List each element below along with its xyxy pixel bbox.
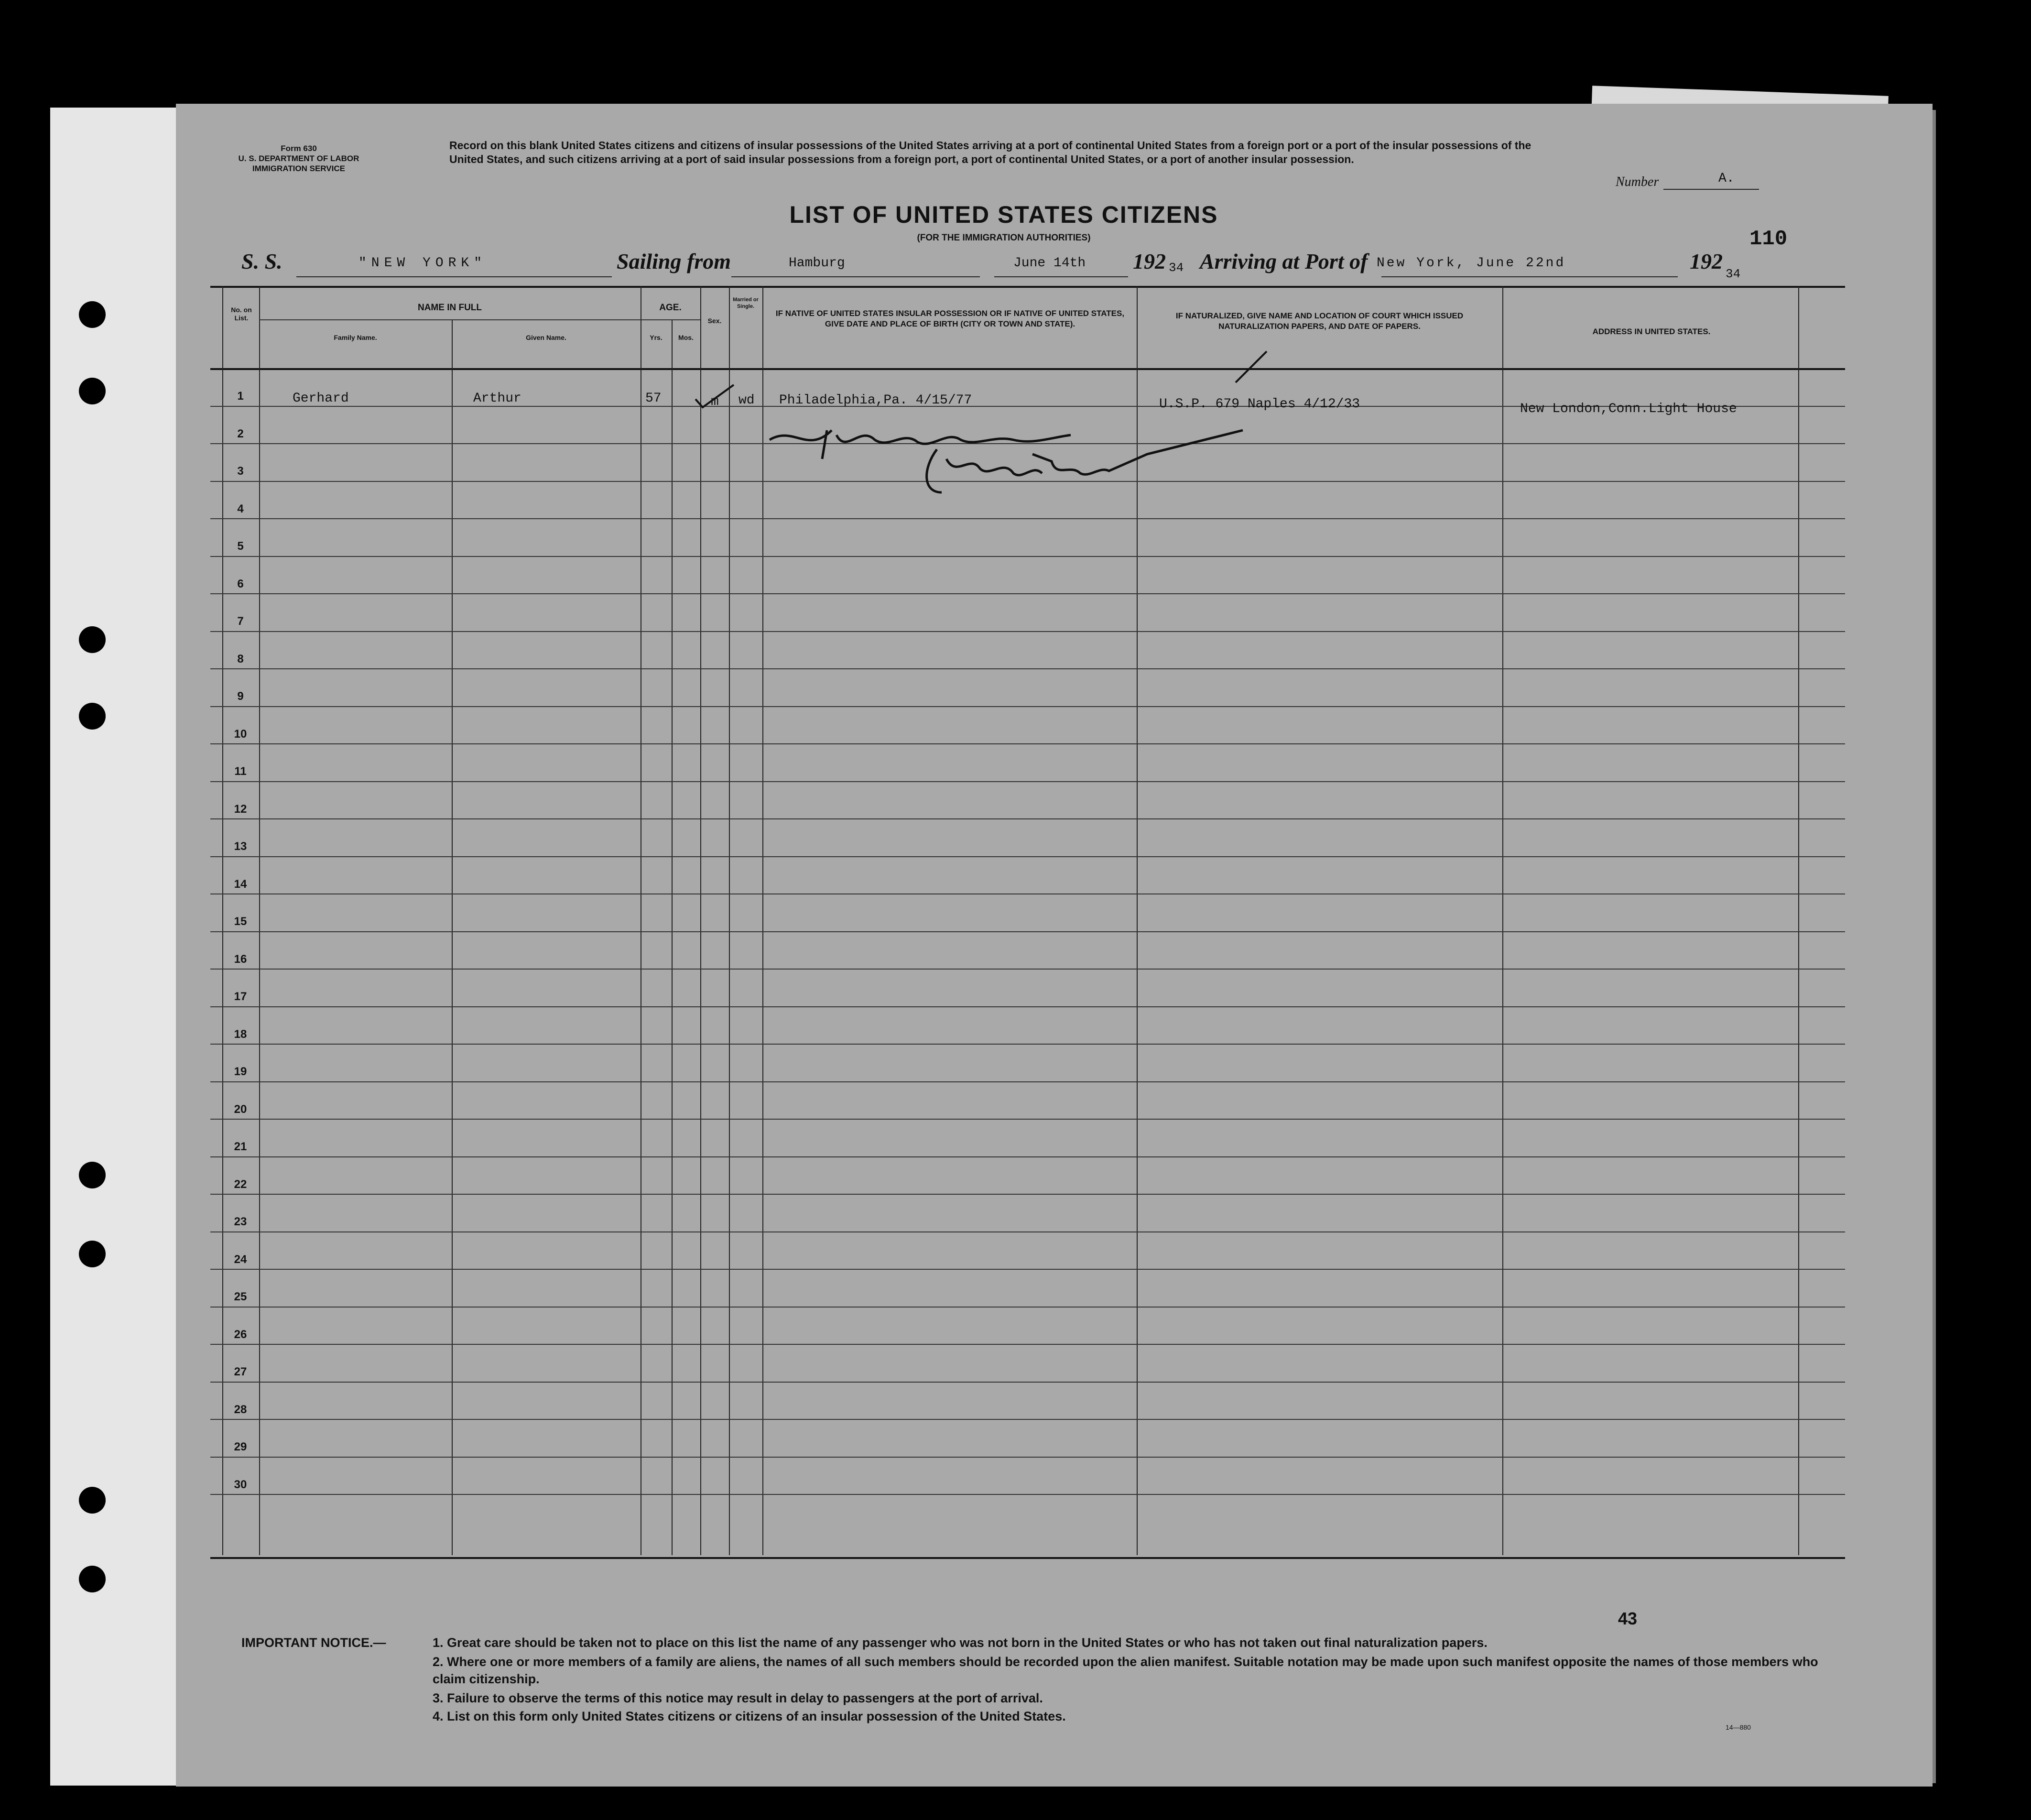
table-row bbox=[210, 1156, 1845, 1157]
table-row bbox=[210, 1194, 1845, 1195]
row-number: 2 bbox=[237, 427, 244, 440]
checkmark-icon bbox=[1233, 349, 1271, 387]
table-row bbox=[210, 631, 1845, 632]
entry-address: New London,Conn.Light House bbox=[1520, 402, 1737, 416]
header-family-name: Family Name. bbox=[334, 334, 377, 341]
header-name-in-full: NAME IN FULL bbox=[417, 303, 482, 313]
table-row bbox=[210, 668, 1845, 669]
row-number: 26 bbox=[234, 1328, 247, 1341]
row-number: 1 bbox=[237, 390, 244, 403]
sailing-date-underline bbox=[994, 276, 1128, 277]
header-yrs: Yrs. bbox=[650, 334, 663, 341]
row-number: 15 bbox=[234, 915, 247, 928]
row-number: 4 bbox=[237, 502, 244, 515]
punch-hole bbox=[79, 1241, 106, 1267]
table-row bbox=[210, 593, 1845, 594]
header-age: AGE. bbox=[659, 303, 682, 313]
ship-name: "NEW YORK" bbox=[358, 256, 487, 271]
col-divider bbox=[1502, 286, 1503, 1555]
binder-strip bbox=[50, 108, 177, 1786]
row-number: 29 bbox=[234, 1440, 247, 1453]
table-row bbox=[210, 969, 1845, 970]
table-row bbox=[210, 556, 1845, 557]
page-number: 110 bbox=[1749, 227, 1788, 251]
table-row bbox=[210, 1494, 1845, 1495]
service-name: IMMIGRATION SERVICE bbox=[252, 164, 345, 173]
col-divider bbox=[762, 286, 763, 1555]
row-number: 3 bbox=[237, 465, 244, 478]
header-naturalized: IF NATURALIZED, GIVE NAME AND LOCATION OF COURT WHICH ISSUED NATURALIZATION PAPERS, AND DATE OF PAPERS. bbox=[1175, 311, 1464, 331]
table-row bbox=[210, 1119, 1845, 1120]
form-number: Form 630 bbox=[281, 144, 317, 153]
table-row bbox=[210, 706, 1845, 707]
table-row bbox=[210, 743, 1845, 744]
table-row bbox=[210, 518, 1845, 519]
row-number: 25 bbox=[234, 1290, 247, 1303]
table-row bbox=[210, 781, 1845, 782]
row-number: 17 bbox=[234, 990, 247, 1003]
entry-birth: Philadelphia,Pa. 4/15/77 bbox=[779, 393, 972, 408]
form-identity bbox=[210, 143, 387, 174]
table-row bbox=[210, 1307, 1845, 1308]
row-number: 11 bbox=[234, 765, 247, 778]
sailing-port-underline bbox=[731, 276, 980, 277]
row-number: 20 bbox=[234, 1102, 247, 1116]
notice-item: 2. Where one or more members of a family are aliens, the names of all such members should be recorded upon the alien manifest. Suitable notation may be made upon such manifest opposite the names of those members who claim citizenship. bbox=[433, 1655, 1818, 1686]
entry-marital: wd bbox=[739, 393, 755, 408]
number-value: A. bbox=[1718, 171, 1735, 186]
row-number: 28 bbox=[234, 1403, 247, 1416]
sailing-year-typed: 34 bbox=[1169, 261, 1184, 275]
table-row bbox=[210, 1006, 1845, 1007]
arriving-label: Arriving at Port of bbox=[1200, 249, 1368, 273]
table-row bbox=[210, 1344, 1845, 1345]
col-divider bbox=[452, 319, 453, 1555]
sailing-year-printed: 192 bbox=[1133, 249, 1166, 273]
header-rule bbox=[210, 368, 1845, 370]
arrival-year-printed: 192 bbox=[1690, 249, 1723, 273]
page-stamp: 43 bbox=[1618, 1609, 1638, 1628]
header-birth: IF NATIVE OF UNITED STATES INSULAR POSSESSION OR IF NATIVE OF UNITED STATES, GIVE DATE AND PLACE OF BIRTH (CITY OR TOWN AND STATE). bbox=[775, 309, 1125, 328]
handwritten-signature-annotation bbox=[765, 421, 1291, 507]
table-row bbox=[210, 1231, 1845, 1232]
row-number: 14 bbox=[234, 877, 247, 891]
table-row bbox=[210, 1457, 1845, 1458]
sailing-label: Sailing from bbox=[617, 249, 731, 273]
ship-underline bbox=[296, 276, 612, 277]
table-row bbox=[210, 1044, 1845, 1045]
row-number: 24 bbox=[234, 1253, 247, 1266]
entry-age-years: 57 bbox=[645, 391, 662, 406]
header-address: ADDRESS IN UNITED STATES. bbox=[1592, 327, 1711, 336]
table-row bbox=[210, 931, 1845, 932]
col-divider bbox=[222, 286, 223, 1555]
table-row bbox=[210, 1081, 1845, 1082]
row-number: 12 bbox=[234, 802, 247, 816]
entry-given-name: Arthur bbox=[473, 391, 521, 406]
row-number: 23 bbox=[234, 1215, 247, 1228]
row-number: 7 bbox=[237, 615, 244, 628]
punch-hole bbox=[79, 626, 106, 653]
sailing-date: June 14th bbox=[1013, 256, 1086, 271]
entry-naturalized: U.S.P. 679 Naples 4/12/33 bbox=[1159, 397, 1360, 412]
punch-hole bbox=[79, 378, 106, 404]
col-divider bbox=[1798, 286, 1799, 1555]
document-subtitle: (FOR THE IMMIGRATION AUTHORITIES) bbox=[917, 233, 1091, 243]
row-number: 21 bbox=[234, 1140, 247, 1153]
header-sex: Sex. bbox=[707, 317, 722, 325]
table-row bbox=[210, 1269, 1845, 1270]
entry-family-name: Gerhard bbox=[293, 391, 349, 406]
punch-hole bbox=[79, 1162, 106, 1188]
row-number: 27 bbox=[234, 1365, 247, 1378]
notice-lead: IMPORTANT NOTICE.— bbox=[241, 1635, 386, 1650]
table-row bbox=[210, 856, 1845, 857]
ss-label: S. S. bbox=[241, 249, 282, 273]
number-underline bbox=[1663, 189, 1759, 190]
row-number: 8 bbox=[237, 652, 244, 665]
punch-hole bbox=[79, 703, 106, 730]
checkmark-icon bbox=[691, 382, 748, 411]
row-number: 13 bbox=[234, 840, 247, 853]
subheader-rule bbox=[259, 319, 641, 320]
row-number: 22 bbox=[234, 1177, 247, 1191]
table-row bbox=[210, 1382, 1845, 1383]
header-mos: Mos. bbox=[678, 334, 694, 341]
row-number: 30 bbox=[234, 1478, 247, 1491]
sailing-port: Hamburg bbox=[789, 256, 845, 271]
punch-hole bbox=[79, 1566, 106, 1592]
department-name: U. S. DEPARTMENT OF LABOR bbox=[238, 154, 359, 163]
number-label: Number bbox=[1616, 174, 1659, 189]
form-preamble: Record on this blank United States citizens and citizens of insular possessions of the United States arriving at a port of continental United States from a foreign port or a port of the insular possessions of the United States, and such citizens arriving at a port of said insular possessions from a foreign port, a port of continental United States, or a port of another insular possession. bbox=[449, 139, 1531, 165]
header-no: No. on List. bbox=[231, 306, 252, 322]
row-number: 9 bbox=[237, 690, 244, 703]
punch-hole bbox=[79, 1487, 106, 1514]
subheader-rule bbox=[641, 319, 700, 320]
arrival-year-typed: 34 bbox=[1726, 267, 1741, 281]
col-divider bbox=[729, 286, 730, 1555]
row-number: 5 bbox=[237, 540, 244, 553]
row-number: 18 bbox=[234, 1027, 247, 1041]
punch-hole bbox=[79, 301, 106, 328]
notice-item: 3. Failure to observe the terms of this notice may result in delay to passengers at the port of arrival. bbox=[433, 1691, 1043, 1705]
row-number: 6 bbox=[237, 577, 244, 590]
table-row bbox=[210, 1419, 1845, 1420]
col-divider bbox=[259, 286, 260, 1555]
entry-sex: m bbox=[711, 394, 719, 409]
arrival-underline bbox=[1381, 276, 1678, 277]
row-number: 19 bbox=[234, 1065, 247, 1078]
footer-code: 14—880 bbox=[1726, 1723, 1751, 1731]
notice-item: 4. List on this form only United States citizens or citizens of an insular possession of the United States. bbox=[433, 1709, 1066, 1723]
col-divider bbox=[700, 286, 701, 1555]
table-row bbox=[210, 818, 1845, 819]
header-married: Married or Single. bbox=[733, 297, 759, 309]
header-given-name: Given Name. bbox=[526, 334, 566, 341]
row-number: 16 bbox=[234, 952, 247, 966]
document-title: LIST OF UNITED STATES CITIZENS bbox=[789, 201, 1218, 228]
row-number: 10 bbox=[234, 727, 247, 741]
arrival-info: New York, June 22nd bbox=[1377, 256, 1566, 271]
col-divider bbox=[672, 319, 673, 1555]
notice-item: 1. Great care should be taken not to place on this list the name of any passenger who was not born in the United States or who has not taken out final naturalization papers. bbox=[433, 1635, 1488, 1650]
